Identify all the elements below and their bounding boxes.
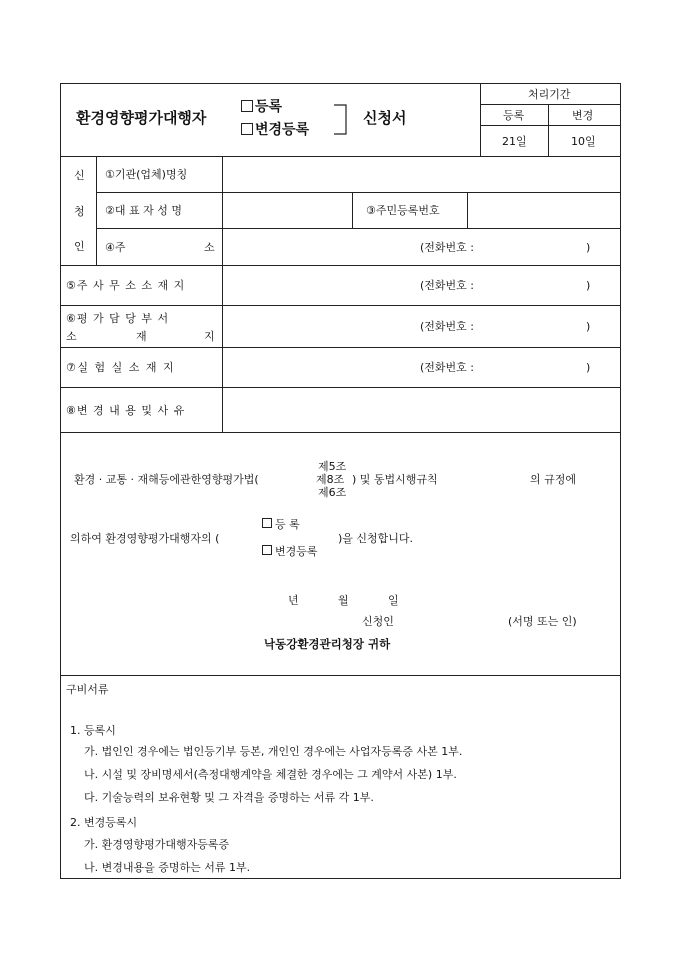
- resident-label-right: [467, 192, 468, 228]
- statement-law-close: ) 및 동법시행규칙: [352, 473, 438, 486]
- row-line-2: [96, 228, 621, 229]
- branch-phone-close: ): [586, 320, 591, 333]
- office-phone-label: (전화번호 :: [420, 279, 474, 292]
- addressee: 낙동강환경관리청장 귀하: [264, 637, 391, 651]
- form-title-prefix: 환경영향평가대행자: [76, 109, 207, 127]
- period-col-change: 변경: [572, 109, 594, 122]
- form-title-suffix: 신청서: [363, 109, 407, 127]
- statement-provision: 의 규정에: [530, 473, 577, 486]
- org-name-label: ①기관(업체)명칭: [105, 168, 188, 181]
- period-mid: [480, 125, 621, 126]
- date-day: 일: [388, 594, 399, 607]
- period-col-register: 등록: [503, 109, 525, 122]
- statement-law-text: 환경 · 교통 · 재해등에관한영향평가법(: [74, 473, 259, 486]
- address-label-2: 소: [204, 241, 215, 254]
- documents-sec2-b: 나. 변경내용을 증명하는 서류 1부.: [84, 861, 251, 874]
- row-line-3: [60, 265, 621, 266]
- header-divider: [480, 83, 481, 157]
- statement-article-5: 제5조: [318, 460, 347, 473]
- address-phone-label: (전화번호 :: [420, 241, 474, 254]
- office-phone-close: ): [586, 279, 591, 292]
- sign-or-seal: (서명 또는 인): [508, 615, 577, 628]
- row-line-4: [60, 305, 621, 306]
- date-year: 년: [288, 594, 299, 607]
- address-label: ④주: [105, 241, 126, 254]
- header-bottom: [60, 156, 621, 157]
- frame-right: [620, 83, 621, 879]
- documents-sec1: 1. 등록시: [70, 724, 116, 737]
- branch-label-jae: 재: [136, 330, 147, 343]
- branch-phone-label: (전화번호 :: [420, 320, 474, 333]
- frame-bottom: [60, 878, 621, 879]
- period-col-sep: [548, 104, 549, 157]
- row-line-7: [60, 432, 621, 433]
- checkbox-change-register[interactable]: [241, 123, 253, 135]
- branch-label-so: 소: [66, 330, 77, 343]
- period-value-register: 21일: [502, 135, 527, 148]
- row-line-1: [96, 192, 621, 193]
- rep-name-label: ②대 표 자 성 명: [105, 204, 182, 217]
- documents-sec1-b: 나. 시설 및 장비명세서(측정대행계약을 체결한 경우에는 그 계약서 사본) 1부.: [84, 768, 457, 781]
- statement-choice-register-label: 등 록: [275, 518, 300, 531]
- applicant-group-sep: [96, 156, 97, 265]
- row-line-5: [60, 347, 621, 348]
- statement-article-8: 제8조: [316, 473, 345, 486]
- lab-location-label: ⑦실 험 실 소 재 지: [66, 361, 176, 374]
- applicant-group-char-2: 청: [74, 205, 85, 218]
- statement-bottom: [60, 675, 621, 676]
- frame-top: [60, 83, 621, 84]
- option-change-register-label: 변경등록: [255, 122, 310, 138]
- documents-sec1-c: 다. 기술능력의 보유현황 및 그 자격을 증명하는 서류 각 1부.: [84, 791, 374, 804]
- option-register-label: 등록: [255, 99, 283, 115]
- date-month: 월: [338, 594, 349, 607]
- checkbox-register[interactable]: [241, 100, 253, 112]
- applicant-group-char-3: 인: [74, 240, 85, 253]
- checkbox-statement-change[interactable]: [262, 545, 272, 555]
- statement-choice-change: [262, 545, 318, 557]
- applicant-sign-label: 신청인: [362, 615, 394, 628]
- period-underline: [480, 104, 621, 105]
- lab-phone-close: ): [586, 361, 591, 374]
- resident-number-label: ③주민등록번호: [366, 204, 440, 217]
- processing-period-label: 처리기간: [528, 88, 571, 101]
- lab-phone-label: (전화번호 :: [420, 361, 474, 374]
- statement-line2-suffix: )을 신청합니다.: [338, 532, 414, 545]
- period-value-change: 10일: [571, 135, 596, 148]
- branch-label-line1: ⑥평 가 담 당 부 서: [66, 312, 170, 325]
- frame-left: [60, 83, 61, 879]
- statement-choice-register: [262, 518, 300, 530]
- documents-sec2: 2. 변경등록시: [70, 816, 138, 829]
- documents-title: 구비서류: [66, 683, 109, 696]
- checkbox-statement-register[interactable]: [262, 518, 272, 528]
- option-change-register: [241, 123, 309, 137]
- row-line-6: [60, 387, 621, 388]
- address-phone-close: ): [586, 241, 591, 254]
- resident-label-left: [352, 192, 353, 228]
- branch-label-ji: 지: [204, 330, 215, 343]
- statement-article-6: 제6조: [318, 486, 347, 499]
- applicant-group-char-1: 신: [74, 169, 85, 182]
- documents-sec2-a: 가. 환경영향평가대행자등록증: [84, 838, 230, 851]
- documents-sec1-a: 가. 법인인 경우에는 법인등기부 등본, 개인인 경우에는 사업자등록증 사본 1부.: [84, 745, 463, 758]
- statement-line2-prefix: 의하여 환경영향평가대행자의 (: [70, 532, 220, 545]
- statement-choice-change-label: 변경등록: [275, 545, 318, 558]
- option-register: [241, 100, 282, 114]
- change-details-label: ⑧변 경 내 용 및 사 유: [66, 404, 186, 417]
- label-col-sep: [222, 156, 223, 432]
- office-location-label: ⑤주 사 무 소 소 재 지: [66, 279, 186, 292]
- title-bracket: [333, 104, 349, 136]
